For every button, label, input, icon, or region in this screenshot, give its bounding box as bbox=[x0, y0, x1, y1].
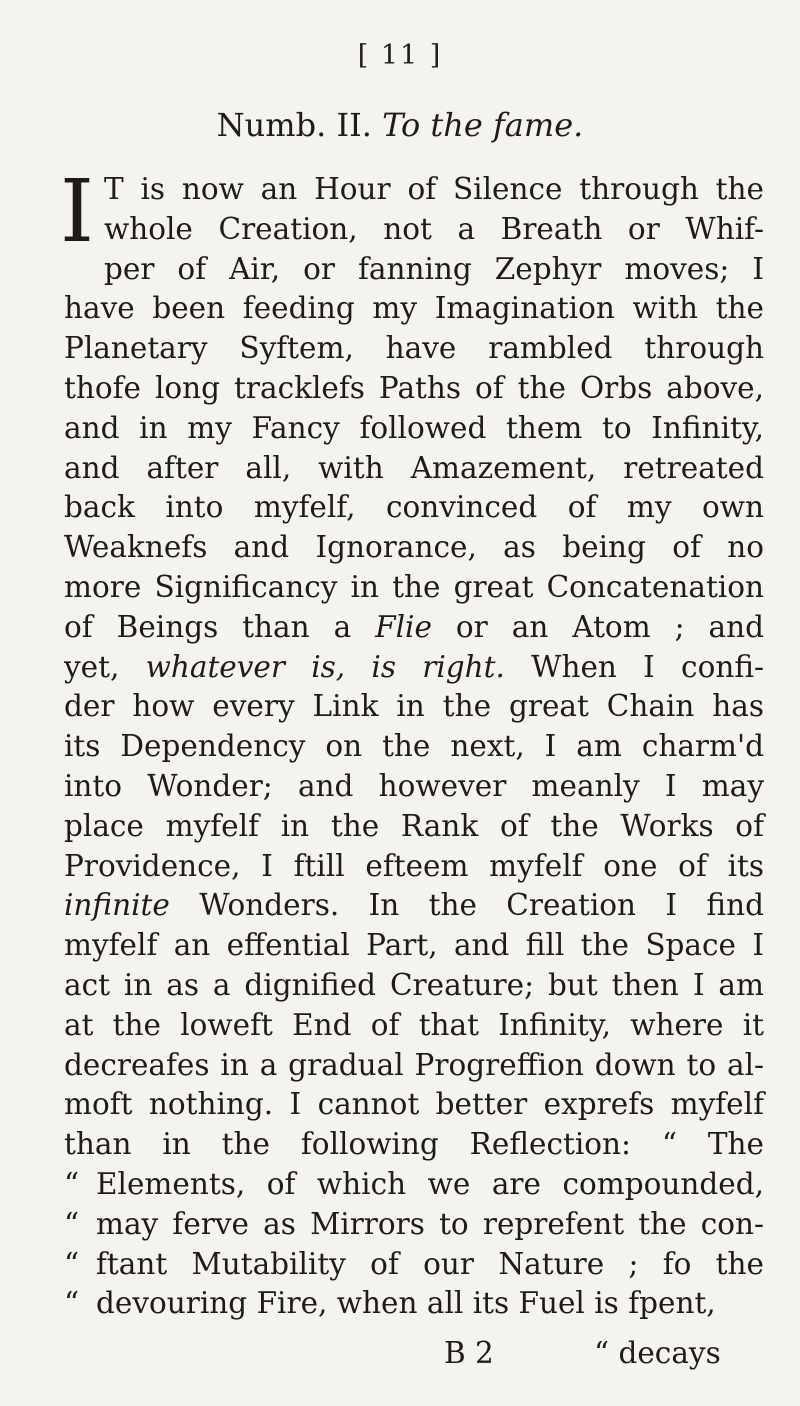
quote-mark: “ bbox=[64, 1246, 80, 1281]
text-line bbox=[64, 886, 764, 926]
text-segment: Wonders. In the Creation I find bbox=[199, 888, 764, 923]
text-line: thofe long tracklefs Paths of the Orbs above, bbox=[64, 370, 764, 405]
drop-cap: I bbox=[60, 162, 94, 262]
text-line: Providence, I ftill efteem myfelf one of its bbox=[64, 848, 764, 883]
text-line: have been feeding my Imagination with the bbox=[64, 291, 764, 326]
text-line: Planetary Syftem, have rambled through bbox=[64, 331, 764, 366]
text-line: Weaknefs and Ignorance, as being of no bbox=[64, 530, 764, 565]
text-segment: devouring Fire, when all its Fuel is fpent, bbox=[96, 1286, 716, 1321]
text-line: at the loweft End of that Infinity, where it bbox=[64, 1007, 764, 1042]
text-line: whole Creation, not a Breath or Whif- bbox=[103, 211, 764, 246]
text-segment: of Beings than a bbox=[64, 609, 352, 644]
body-text bbox=[60, 162, 764, 1324]
text-line: T is now an Hour of Silence through the bbox=[103, 172, 764, 206]
text-segment: When I confi- bbox=[531, 649, 764, 684]
section-heading bbox=[0, 106, 800, 144]
text-segment: or an Atom ; and bbox=[455, 609, 764, 644]
text-line: than in the following Reflection: “ The bbox=[64, 1127, 764, 1162]
text-line: act in as a dignified Creature; but then I am bbox=[64, 967, 764, 1002]
text-line: myfelf an effential Part, and fill the Space I bbox=[64, 928, 764, 963]
text-line bbox=[64, 648, 764, 688]
text-line: back into myfelf, convinced of my own bbox=[64, 490, 764, 525]
text-segment: yet, bbox=[64, 649, 120, 684]
heading-number: Numb. II. bbox=[216, 106, 372, 144]
text-line: into Wonder; and however meanly I may bbox=[64, 768, 764, 803]
text-line bbox=[64, 1165, 764, 1205]
text-line bbox=[64, 1284, 764, 1324]
signature-mark: B 2 bbox=[444, 1336, 494, 1370]
text-segment-italic: infinite bbox=[64, 888, 170, 923]
text-line: and after all, with Amazement, retreated bbox=[64, 450, 764, 485]
text-line bbox=[64, 1245, 764, 1285]
text-segment: ftant Mutability of our Nature ; fo the bbox=[96, 1246, 764, 1281]
text-line: and in my Fancy followed them to Infinity, bbox=[64, 410, 764, 445]
text-segment-italic: whatever is, is right. bbox=[145, 649, 505, 684]
text-segment-italic: Flie bbox=[375, 609, 432, 644]
text-line: its Dependency on the next, I am charm'd bbox=[64, 729, 764, 764]
quote-mark: “ bbox=[64, 1166, 80, 1201]
text-line: decreafes in a gradual Progreffion down to al- bbox=[64, 1047, 764, 1082]
text-line: moft nothing. I cannot better exprefs myfelf bbox=[64, 1087, 764, 1122]
quote-mark: “ bbox=[64, 1206, 80, 1241]
text-segment: Elements, of which we are compounded, bbox=[96, 1166, 764, 1201]
heading-title: To the fame. bbox=[382, 106, 584, 144]
catchword: “ decays bbox=[594, 1336, 721, 1370]
text-line bbox=[64, 1205, 764, 1245]
page-number: [ 11 ] bbox=[357, 40, 443, 71]
text-line: per of Air, or fanning Zephyr moves; I bbox=[103, 251, 764, 286]
text-line: place myfelf in the Rank of the Works of bbox=[64, 808, 764, 843]
text-segment: may ferve as Mirrors to reprefent the con- bbox=[96, 1206, 764, 1241]
quote-mark: “ bbox=[64, 1286, 80, 1321]
text-line bbox=[64, 608, 764, 648]
text-line: more Significancy in the great Concatenation bbox=[64, 569, 764, 604]
text-line: der how every Link in the great Chain has bbox=[64, 689, 764, 724]
